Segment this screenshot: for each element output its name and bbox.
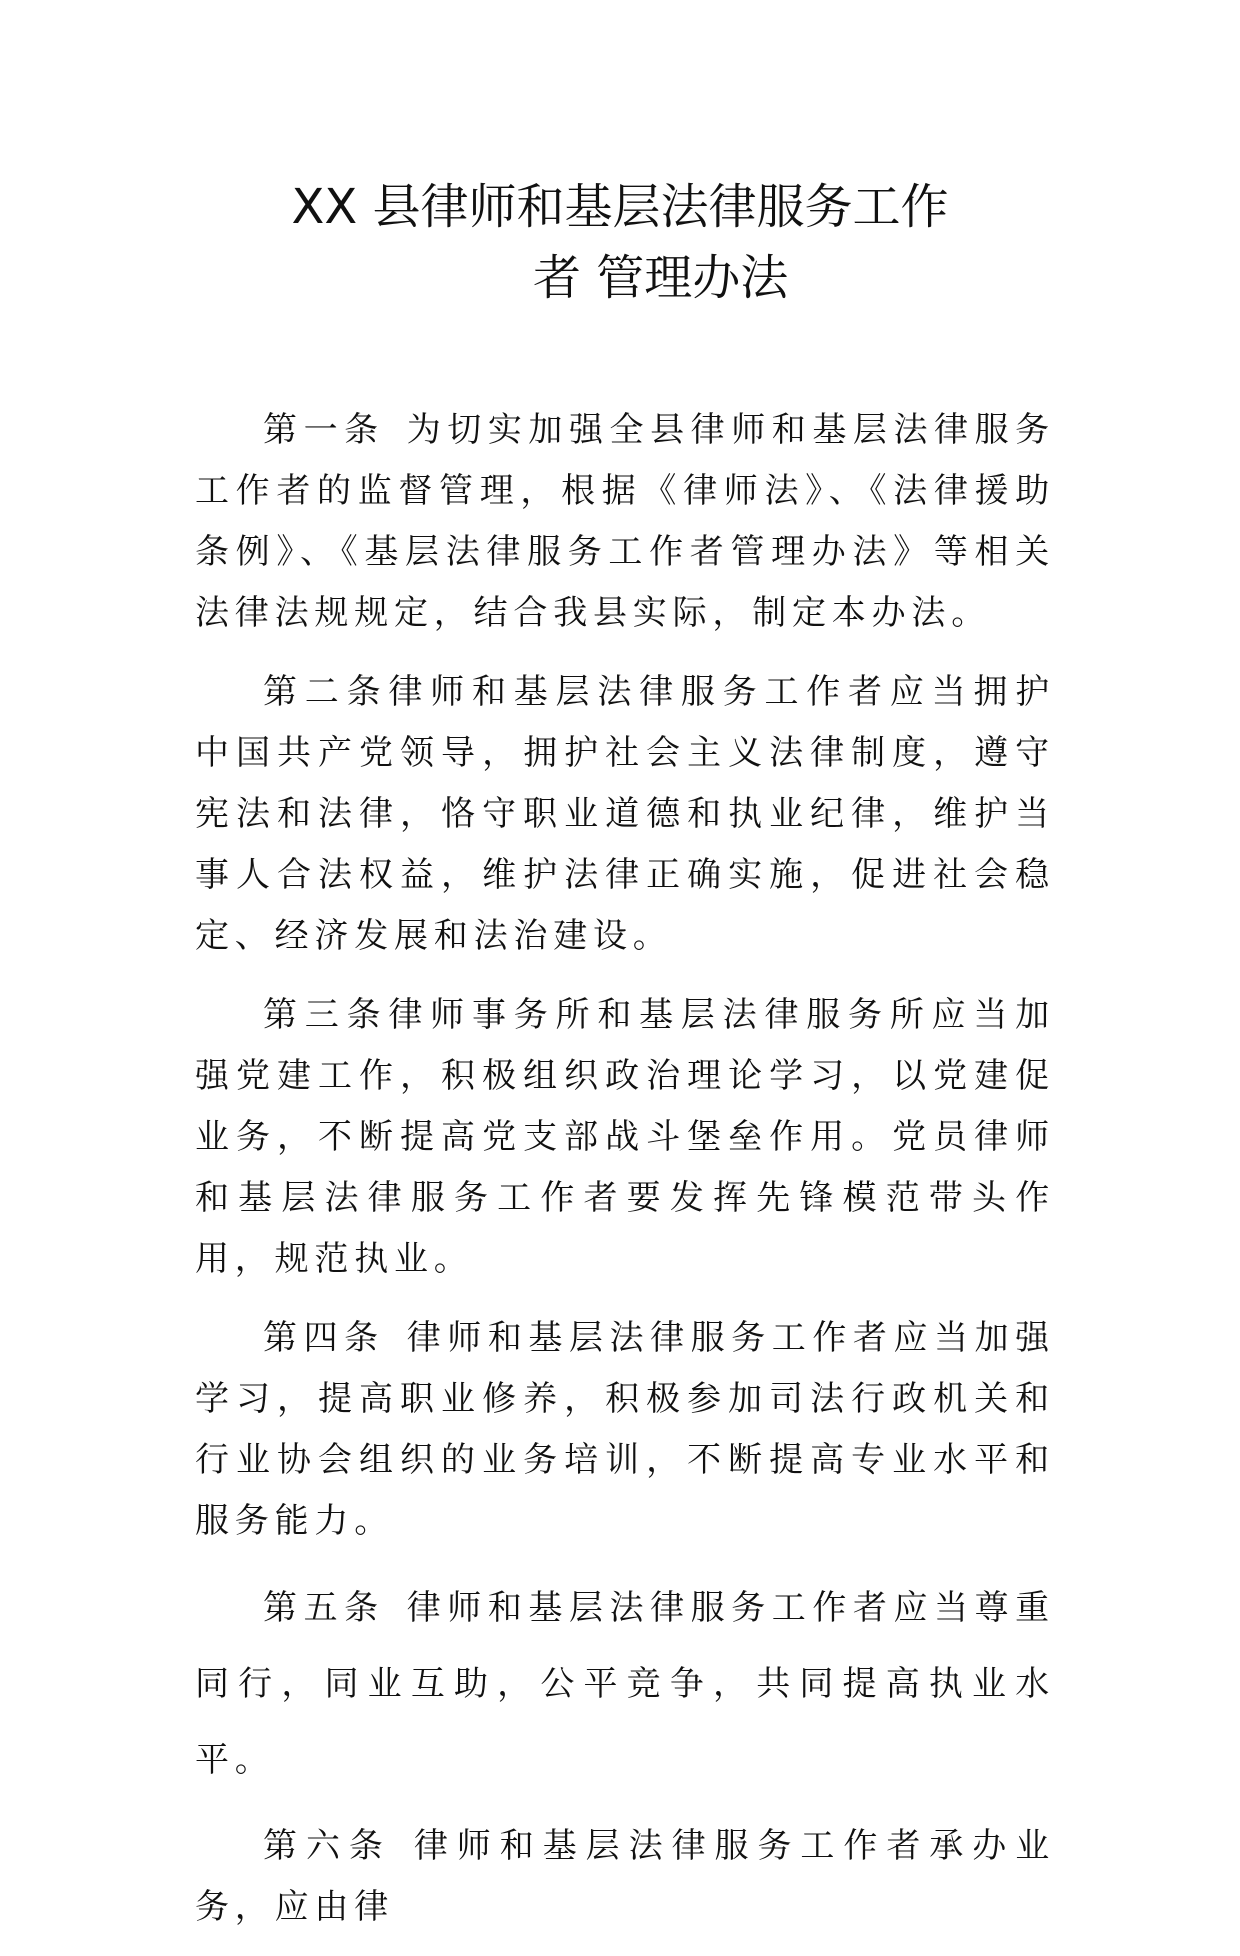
article-1-text: 为切实加强全县律师和基层法律服务工作者的监督管理，根据《律师法》、《法律援助条例》、《基层法律服务工作者管理办法》等相关法律法规规定，结合我县实际，制定本办法。 (195, 410, 1055, 633)
document-title-line-2: 者 管理办法 (533, 250, 789, 306)
article-6-label: 第六条 (263, 1826, 392, 1866)
article-4-text: 律师和基层法律服务工作者应当加强学习，提高职业修养，积极参加司法行政机关和行业协会组织的业务培训，不断提高专业水平和服务能力。 (195, 1318, 1055, 1541)
article-6-text: 律师和基层法律服务工作者承办业务，应由律 (195, 1826, 1055, 1927)
article-6 (195, 1816, 1055, 1938)
article-2-text: 律师和基层法律服务工作者应当拥护中国共产党领导，拥护社会主义法律制度，遵守宪法和法律，恪守职业道德和执业纪律，维护当事人合法权益，维护法律正确实施，促进社会稳定、经济发展和法治建设。 (195, 672, 1055, 956)
article-4 (195, 1308, 1055, 1552)
article-1-label: 第一条 (263, 410, 385, 450)
article-3 (195, 985, 1055, 1290)
article-5-label: 第五条 (263, 1588, 385, 1628)
article-3-text: 律师事务所和基层法律服务所应当加强党建工作，积极组织政治理论学习，以党建促业务，不断提高党支部战斗堡垒作用。党员律师和基层法律服务工作者要发挥先锋模范带头作用，规范执业。 (195, 995, 1055, 1279)
document-body (195, 400, 1055, 1956)
article-5-text: 律师和基层法律服务工作者应当尊重同行，同业互助，公平竞争，共同提高执业水平。 (195, 1588, 1055, 1780)
article-3-label: 第三条 (263, 995, 389, 1035)
article-4-label: 第四条 (263, 1318, 385, 1358)
article-5 (195, 1570, 1055, 1798)
article-1 (195, 400, 1055, 644)
article-2 (195, 662, 1055, 967)
document-title-line-1: XX 县律师和基层法律服务工作 (291, 179, 949, 235)
article-2-label: 第二条 (263, 672, 389, 712)
